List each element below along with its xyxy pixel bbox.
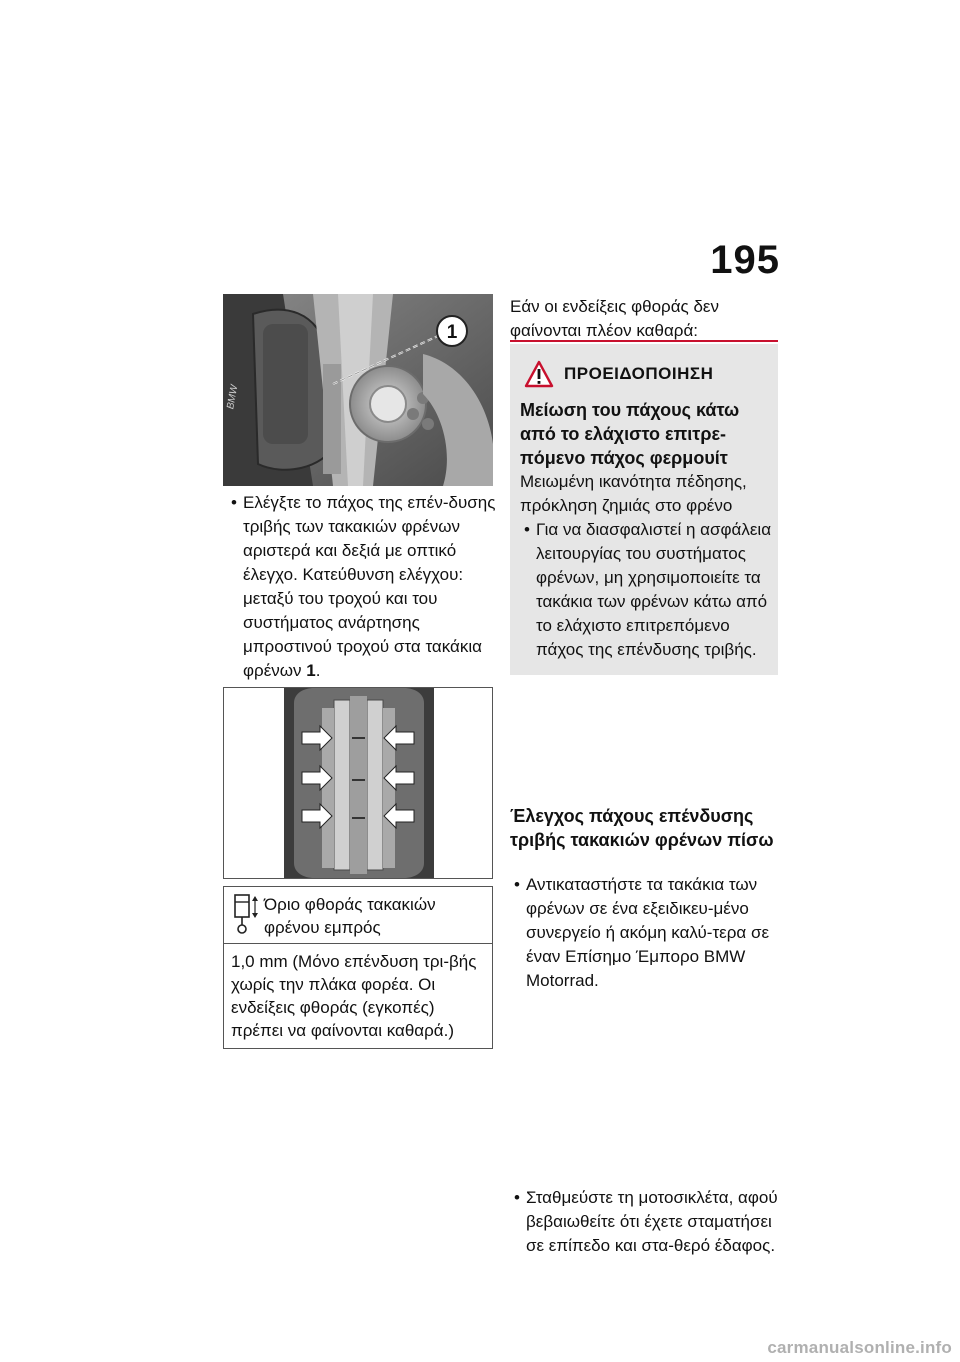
- bullet-dot: •: [524, 520, 530, 539]
- bullet-dot: •: [514, 875, 520, 894]
- warning-consequence: Μειωμένη ικανότητα πέδησης, πρόκληση ζημιάς στο φρένο: [520, 472, 747, 515]
- callout-1-label: 1: [446, 322, 458, 343]
- brake-pad-diagram: [223, 687, 493, 879]
- warning-heading: Μείωση του πάχους κάτω από το ελάχιστο επιτρε-πόμενο πάχος φερμουίτ: [520, 400, 740, 468]
- caliper-brand-mark: BMW: [225, 384, 241, 411]
- section-heading: Έλεγχος πάχους επένδυσης τριβής τακακιών φρένων πίσω: [510, 806, 774, 850]
- warning-bullet: [520, 518, 776, 662]
- check-bullet: [227, 491, 509, 683]
- warning-body: [520, 470, 776, 662]
- brake-caliper-photo: [223, 294, 493, 486]
- warning-title: ΠΡΟΕΙΔΟΠΟΙΗΣΗ: [564, 364, 714, 383]
- spec-header: [224, 887, 492, 944]
- park-bullet-text: Σταθμεύστε τη μοτοσικλέτα, αφού βεβαιωθείτε ότι έχετε σταματήσει σε επίπεδο και στα-θερό έδαφος.: [526, 1188, 778, 1255]
- bullet-dot: •: [514, 1188, 520, 1207]
- brake-caliper-illustration: [223, 294, 493, 486]
- spec-title: Όριο φθοράς τακακιών φρένου εμπρός: [264, 895, 436, 937]
- replace-bullet-text: Αντικαταστήστε τα τακάκια των φρένων σε ένα εξειδικευ-μένο συνεργείο ή ακόμη καλύ-τερα σε έναν Επίσημο Έμπορο BMW Motorrad.: [526, 875, 770, 990]
- check-bullet-ref: 1: [306, 661, 316, 680]
- wear-limit-spec: [223, 886, 493, 1049]
- gauge-icon: [232, 893, 262, 937]
- page-number: 195: [710, 238, 780, 282]
- bullet-dot: •: [231, 493, 237, 512]
- spec-value: 1,0 mm (Μόνο επένδυση τρι-βής χωρίς την πλάκα φορέα. Οι ενδείξεις φθοράς (εγκοπές) πρέπει να φαίνονται καθαρά.): [231, 952, 477, 1040]
- footer-watermark: carmanualsonline.info: [767, 1338, 952, 1357]
- warning-icon: [524, 360, 554, 388]
- check-bullet-ref-suffix: .: [315, 661, 321, 680]
- park-bullet: [510, 1186, 794, 1258]
- warning-bullet-text: Για να διασφαλιστεί η ασφάλεια λειτουργίας του συστήματος φρένων, μη χρησιμοποιείτε τα τακάκια των φρένων κάτω από το ελάχιστο επιτρεπόμενο πάχος της επένδυσης τριβής.: [536, 520, 772, 659]
- replace-bullet: [510, 873, 794, 993]
- intro-text: Εάν οι ενδείξεις φθοράς δεν φαίνονται πλέον καθαρά:: [510, 297, 720, 340]
- brake-pad-illustration: [224, 688, 492, 878]
- warning-rule: [510, 340, 778, 342]
- warning-box: [510, 344, 778, 675]
- check-bullet-text: Ελέγξτε το πάχος της επέν-δυσης τριβής των τακακιών φρένων αριστερά και δεξιά με οπτικό έλεγχο. Κατεύθυνση ελέγχου: μεταξύ του τροχού και του συστήματος ανάρτησης μπροστινού τροχού στα τακάκια φρένων: [243, 493, 496, 680]
